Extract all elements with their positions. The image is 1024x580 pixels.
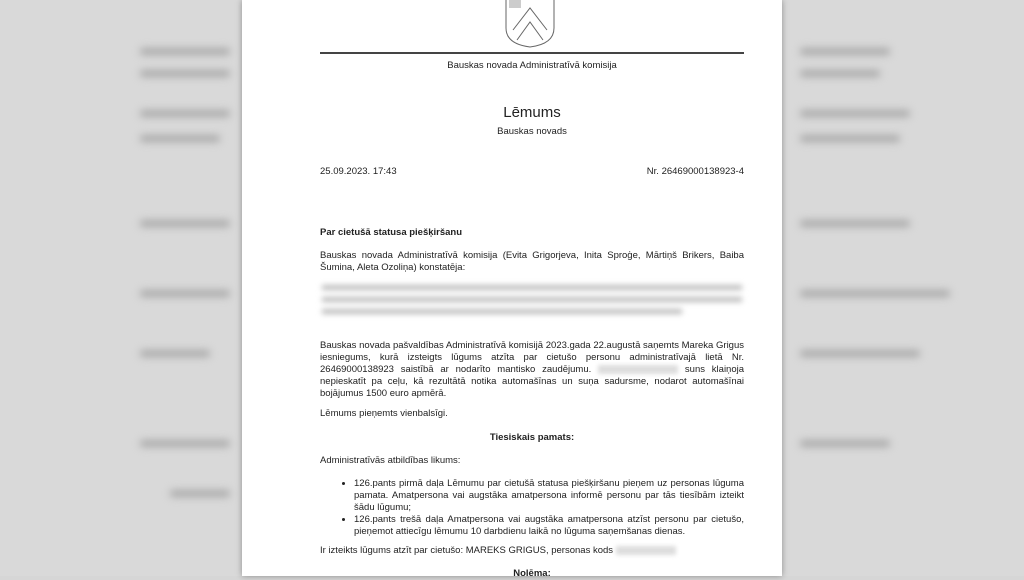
document-date: 25.09.2023. 17:43 bbox=[320, 166, 397, 177]
header-rule bbox=[320, 52, 744, 54]
document-number: Nr. 26469000138923-4 bbox=[646, 166, 744, 177]
document-subtitle: Bauskas novads bbox=[497, 126, 567, 137]
legal-basis-heading: Tiesiskais pamats: bbox=[489, 432, 575, 443]
request-text: Ir izteikts lūgums atzīt par cietušo: MAREKS GRIGUS, personas kods bbox=[320, 545, 676, 557]
subject-heading: Par cietušā statusa piešķiršanu bbox=[320, 227, 463, 238]
decided-heading: Nolēma: bbox=[513, 568, 551, 579]
bullet-item: • 126.pants pirmā daļa Lēmumu par cietušā statusa piešķiršanu pieņem uz personas lūguma pamata. Amatpersona vai augstāka amatpersona informē personu par tās tiesībām izteikt šādu lūgumu; bbox=[354, 478, 744, 514]
unanimous-text: Lēmums pieņemts vienbalsīgi. bbox=[320, 408, 448, 419]
coat-of-arms-logo bbox=[503, 0, 557, 48]
redacted-personal-code bbox=[616, 546, 676, 555]
bullet-item: • 126.pants trešā daļa Amatpersona vai augstāka amatpersona atzīst personu par cietušo, pieņemot attiecīgu lēmumu 10 darbdienu laikā no lūguma saņemšanas dienas. bbox=[354, 514, 744, 538]
redacted-owner bbox=[598, 365, 678, 374]
institution-name: Bauskas novada Administratīvā komisija bbox=[447, 60, 617, 71]
law-name: Administratīvās atbildības likums: bbox=[320, 455, 461, 466]
facts-paragraph: Bauskas novada pašvaldības Administratīvā komisijā 2023.gada 22.augustā saņemts Mareka Grigus iesniegums, kurā izsteigts lūgums atzīta par cietušo personu administratīvajā lietā Nr. 26469000138923 saistībā ar nodarīto mantisko zaudējumu. suns klaiņoja nepieskatīt pa ceļu, kā rezultātā notika automašīnas un suņa sadursme, nodarot automašīnai bojājumus 1500 euro apmērā. bbox=[320, 340, 745, 399]
legal-bullets bbox=[320, 478, 744, 538]
intro-paragraph: Bauskas novada Administratīvā komisija (Evita Grigorjeva, Inita Sproģe, Mārtiņš Brikers, Baiba Šumina, Aleta Ozoliņa) konstatēja: bbox=[320, 250, 744, 273]
document-title: Lēmums bbox=[503, 104, 561, 121]
